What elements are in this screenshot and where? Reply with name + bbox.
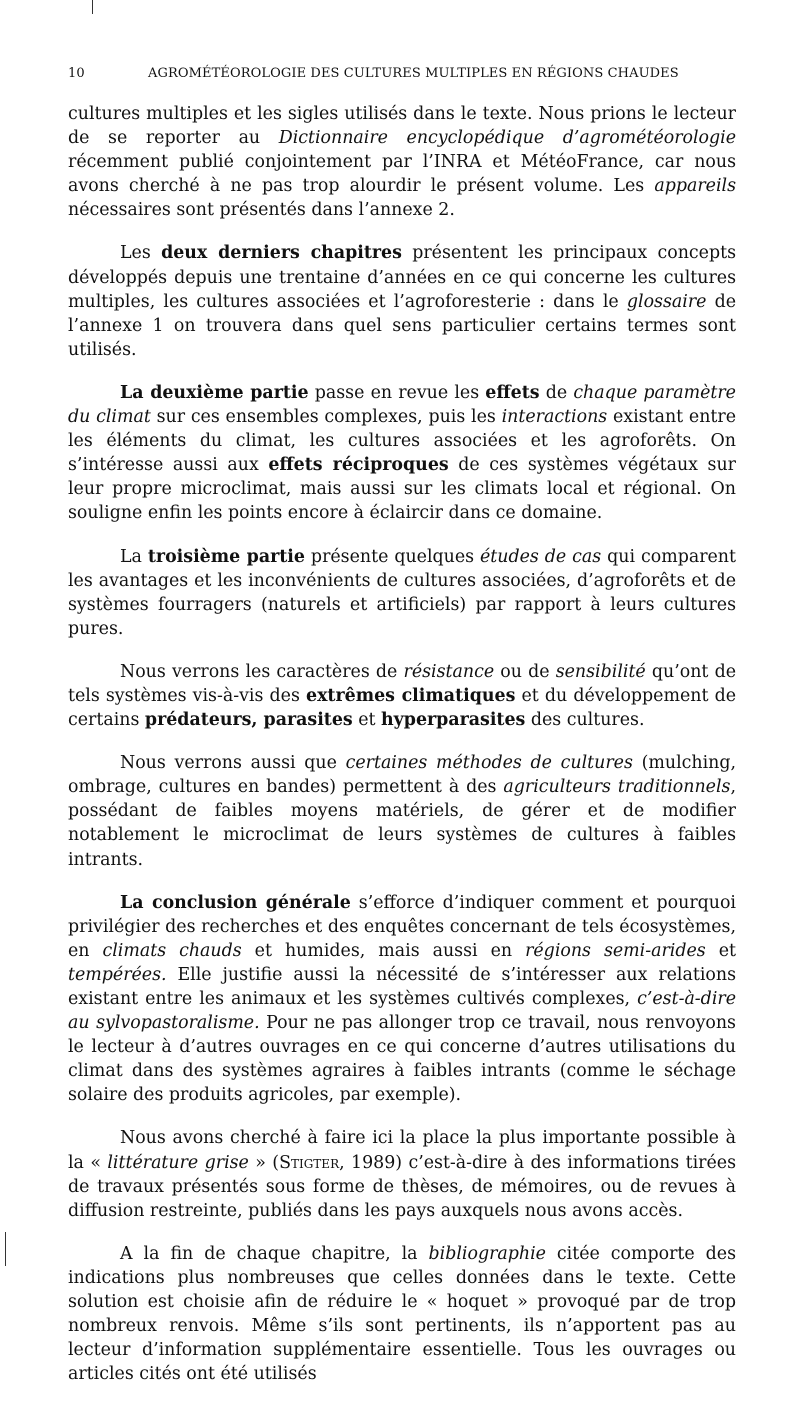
bold-effets-reciproques: effets réciproques <box>268 455 449 476</box>
emphasis-litterature-grise: littérature grise <box>107 1152 249 1173</box>
emphasis-appareils: appareils <box>654 176 736 197</box>
text-run: , possédant de faibles moyens matériels, de gérer et de modifier notablement le microclimat de leurs systèmes de cultures à faibles intrants. <box>68 777 736 870</box>
text-run: qui comparent les avantages et les inconvénients de cultures associées, d’agroforêts et de systèmes fourragers (naturels et artificiels) par rapport à leurs cultures pures. <box>68 546 736 639</box>
emphasis-agriculteurs-traditionnels: agriculteurs traditionnels <box>503 777 731 798</box>
emphasis-bibliographie: bibliographie <box>428 1243 546 1264</box>
emphasis-methodes-de-cultures: certaines méthodes de cultures <box>345 753 633 774</box>
crop-mark-bottom <box>5 1232 6 1266</box>
text-run: et <box>352 710 382 731</box>
text-run: » ( <box>248 1152 280 1173</box>
text-run: Elle justifie aussi la nécessité de s’intéresser aux relations existant entre les animaux et les systèmes cultivés complexes, <box>68 964 736 1009</box>
paragraph-4 <box>68 545 736 641</box>
text-run: Nous verrons les caractères de <box>120 661 404 682</box>
page-number: 10 <box>68 66 85 81</box>
text-run: A la fin de chaque chapitre, la <box>120 1243 429 1264</box>
text-run: ou de <box>494 661 556 682</box>
bold-predateurs-parasites: prédateurs, parasites <box>144 710 353 731</box>
emphasis-regions-semi-arides: régions semi-arides <box>525 940 706 961</box>
bold-conclusion-generale: La conclusion générale <box>120 892 351 913</box>
paragraph-5 <box>68 660 736 732</box>
text-run: qu’ont de tels systèmes vis-à-vis des <box>68 661 737 706</box>
emphasis-glossaire: glossaire <box>626 291 707 312</box>
page-body <box>68 102 736 1405</box>
bold-deux-derniers-chapitres: deux derniers chapitres <box>161 243 402 264</box>
bold-deuxieme-partie: La deuxième partie <box>120 382 309 403</box>
citation-author-stigter: Stigter <box>279 1152 340 1173</box>
text-run: Nous avons cherché à faire ici la place la plus importante possible à la « <box>68 1128 736 1173</box>
emphasis-resistance: résistance <box>403 661 495 682</box>
paragraph-6 <box>68 751 736 871</box>
emphasis-temperees: tempérées. <box>68 964 167 985</box>
paragraph-2 <box>68 241 736 361</box>
paragraph-9 <box>68 1242 736 1387</box>
text-run: passe en revue les <box>308 382 486 403</box>
text-run: et <box>705 940 736 961</box>
text-run: La <box>120 546 148 567</box>
emphasis-climats-chauds: climats chauds <box>102 940 242 961</box>
bold-effets: effets <box>485 382 540 403</box>
emphasis-chaque-parametre: chaque paramètre du climat <box>68 382 736 428</box>
paragraph-7 <box>68 891 736 1108</box>
text-run: de ces systèmes végétaux sur leur propre microclimat, mais aussi sur les climats local et régional. On souligne enfin les points encore à éclaircir dans ce domaine. <box>68 455 736 524</box>
text-run: sur ces ensembles complexes, puis les <box>150 407 502 428</box>
emphasis-etudes-de-cas: études de cas <box>480 546 602 567</box>
text-run: des cultures. <box>525 710 645 731</box>
text-run: de l’annexe 1 on trouvera dans quel sens particulier certains termes sont utilisés. <box>68 291 737 360</box>
paragraph-8 <box>68 1126 736 1222</box>
acronym-inra: INRA <box>433 152 482 173</box>
text-run: s’efforce d’indiquer comment et pourquoi privilégier des recherches et des enquêtes concernant de tels écosystèmes, en <box>68 892 736 961</box>
text-run: de <box>539 382 574 403</box>
bold-troisieme-partie: troisième partie <box>147 546 305 567</box>
text-run: présente quelques <box>304 546 481 567</box>
text-run: cultures multiples et les sigles utilisés dans le texte. Nous prions le lecteur de se reporter au <box>68 104 736 149</box>
paragraph-3 <box>68 381 736 526</box>
text-run: Les <box>120 243 162 264</box>
text-run: nécessaires sont présentés dans l’annexe 2. <box>68 200 455 221</box>
text-run: , 1989) c’est-à-dire à des informations tirées de travaux présentés sous forme de thèses, de mémoires, ou de revues à diffusion restreinte, publiés dans les pays auxquels nous avons accès. <box>68 1152 736 1221</box>
text-run: Nous verrons aussi que <box>120 753 346 774</box>
running-title: AGROMÉTÉOROLOGIE DES CULTURES MULTIPLES EN RÉGIONS CHAUDES <box>148 66 679 81</box>
bold-extremes-climatiques: extrêmes climatiques <box>306 685 516 706</box>
bold-hyperparasites: hyperparasites <box>381 710 526 731</box>
emphasis-interactions: interactions <box>501 407 608 428</box>
emphasis-dictionary-title: Dictionnaire encyclopédique d’agrométéorologie <box>278 128 737 149</box>
text-run: récemment publié conjointement par l’ <box>68 152 434 173</box>
text-run: et humides, mais aussi en <box>241 940 526 961</box>
paragraph-1 <box>68 102 736 222</box>
text-run: existant entre les éléments du climat, les cultures associées et les agroforêts. On s’intéresse aussi aux <box>68 407 736 476</box>
text-run: citée comporte des indications plus nombreuses que celles données dans le texte. Cette solution est choisie afin de réduire le « hoquet » provoqué par de trop nombreux renvois. Même s’ils sont pertinents, ils n’apportent pas au lecteur d’information supplémentaire essentielle. Tous les ouvrages ou articles cités ont été utilisés <box>68 1243 736 1385</box>
emphasis-sensibilite: sensibilité <box>555 661 646 682</box>
emphasis-sylvopastoralisme: c’est-à-dire au sylvopastoralisme. <box>68 989 736 1034</box>
text-run: et du développement de certains <box>68 685 736 731</box>
text-run: et MétéoFrance, car nous avons cherché à ne pas trop alourdir le présent volume. Les <box>68 152 736 197</box>
text-run: (mulching, ombrage, cultures en bandes) permettent à des <box>68 753 736 798</box>
crop-mark-top <box>92 0 93 14</box>
text-run: présentent les principaux concepts développés depuis une trentaine d’années en ce qui concerne les cultures multiples, les cultures associées et l’agroforesterie : dans le <box>68 243 736 312</box>
text-run: Pour ne pas allonger trop ce travail, nous renvoyons le lecteur à d’autres ouvrages en ce qui concerne d’autres utilisations du climat dans des systèmes agraires à faibles intrants (comme le séchage solaire des produits agricoles, par exemple). <box>68 1013 736 1106</box>
